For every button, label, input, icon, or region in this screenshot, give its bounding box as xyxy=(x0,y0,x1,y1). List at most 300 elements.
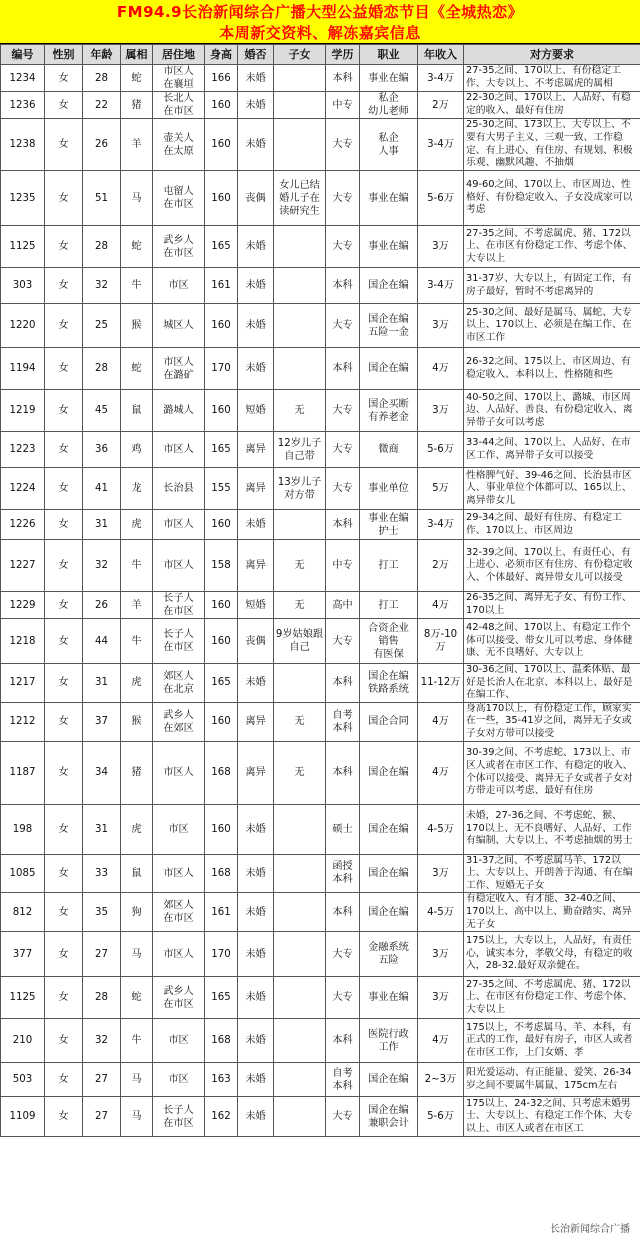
cell-age: 34 xyxy=(83,741,121,804)
cell-zodiac: 牛 xyxy=(121,268,153,304)
col-zodiac: 属相 xyxy=(121,45,153,65)
table-row xyxy=(1,619,640,664)
cell-gender: 女 xyxy=(45,854,83,893)
table-row xyxy=(1,804,640,854)
cell-height: 168 xyxy=(205,1019,238,1063)
cell-education: 本科 xyxy=(326,510,360,540)
cell-residence: 壶关人 在太原 xyxy=(153,119,205,171)
cell-gender: 女 xyxy=(45,702,83,741)
cell-occupation: 事业单位 xyxy=(360,468,418,510)
cell-education: 本科 xyxy=(326,1019,360,1063)
cell-education: 大专 xyxy=(326,171,360,226)
cell-education: 大专 xyxy=(326,390,360,432)
cell-marital: 未婚 xyxy=(238,348,274,390)
cell-id: 1238 xyxy=(1,119,45,171)
cell-age: 33 xyxy=(83,854,121,893)
cell-gender: 女 xyxy=(45,804,83,854)
col-id: 编号 xyxy=(1,45,45,65)
cell-zodiac: 虎 xyxy=(121,510,153,540)
cell-gender: 女 xyxy=(45,1063,83,1097)
cell-marital: 未婚 xyxy=(238,226,274,268)
cell-education: 大专 xyxy=(326,977,360,1019)
cell-residence: 长治县 xyxy=(153,468,205,510)
cell-income: 3-4万 xyxy=(418,119,464,171)
cell-requirements: 175以上，不考虑属马、羊、本科，有正式的工作，最好有房子，市区人或者在市区工作，上门女婿、孝 xyxy=(464,1019,640,1063)
cell-gender: 女 xyxy=(45,1097,83,1137)
cell-id: 1236 xyxy=(1,92,45,119)
cell-children: 无 xyxy=(274,540,326,592)
cell-occupation: 微商 xyxy=(360,432,418,468)
cell-requirements: 175以上、24-32之间、只考虑未婚男士、大专以上、有稳定工作个体、大专以上、市区人或者在市区工 xyxy=(464,1097,640,1137)
cell-height: 160 xyxy=(205,92,238,119)
cell-height: 161 xyxy=(205,268,238,304)
cell-children xyxy=(274,977,326,1019)
cell-residence: 长子人 在市区 xyxy=(153,592,205,619)
cell-gender: 女 xyxy=(45,468,83,510)
cell-residence: 市区人 在潞矿 xyxy=(153,348,205,390)
cell-occupation: 私企 人事 xyxy=(360,119,418,171)
cell-age: 28 xyxy=(83,65,121,92)
cell-occupation: 国企在编 xyxy=(360,741,418,804)
cell-age: 31 xyxy=(83,664,121,703)
col-requirements: 对方要求 xyxy=(464,45,640,65)
cell-education: 大专 xyxy=(326,932,360,977)
page-title: FM94.9长治新闻综合广播大型公益婚恋节目《全城热恋》 xyxy=(116,3,524,21)
cell-residence: 市区人 xyxy=(153,432,205,468)
cell-id: 1085 xyxy=(1,854,45,893)
cell-residence: 市区 xyxy=(153,1063,205,1097)
cell-children xyxy=(274,226,326,268)
cell-height: 165 xyxy=(205,432,238,468)
cell-requirements: 25-30之间、最好是属马、属蛇、大专以上、170以上、必须是在编工作、在市区工作 xyxy=(464,304,640,348)
cell-id: 1229 xyxy=(1,592,45,619)
cell-id: 1187 xyxy=(1,741,45,804)
cell-requirements: 31-37之间、不考虑属马羊、172以上、大专以上、开朗善于沟通、有在编工作、短婚无子女 xyxy=(464,854,640,893)
cell-children xyxy=(274,92,326,119)
cell-marital: 未婚 xyxy=(238,893,274,932)
cell-income: 3万 xyxy=(418,226,464,268)
cell-age: 28 xyxy=(83,977,121,1019)
cell-id: 1235 xyxy=(1,171,45,226)
cell-education: 中专 xyxy=(326,540,360,592)
cell-marital: 未婚 xyxy=(238,510,274,540)
cell-height: 163 xyxy=(205,1063,238,1097)
cell-income: 5万 xyxy=(418,468,464,510)
cell-id: 503 xyxy=(1,1063,45,1097)
cell-income: 4万 xyxy=(418,1019,464,1063)
cell-children: 无 xyxy=(274,390,326,432)
cell-children xyxy=(274,1063,326,1097)
cell-occupation: 事业在编 xyxy=(360,977,418,1019)
cell-id: 1125 xyxy=(1,977,45,1019)
cell-children: 13岁儿子对方带 xyxy=(274,468,326,510)
cell-zodiac: 鸡 xyxy=(121,432,153,468)
table-row xyxy=(1,893,640,932)
cell-id: 1223 xyxy=(1,432,45,468)
col-gender: 性别 xyxy=(45,45,83,65)
cell-zodiac: 羊 xyxy=(121,119,153,171)
cell-height: 160 xyxy=(205,119,238,171)
cell-id: 1227 xyxy=(1,540,45,592)
cell-residence: 郊区人 在北京 xyxy=(153,664,205,703)
cell-income: 3-4万 xyxy=(418,65,464,92)
cell-marital: 未婚 xyxy=(238,119,274,171)
cell-id: 1234 xyxy=(1,65,45,92)
cell-gender: 女 xyxy=(45,304,83,348)
cell-height: 168 xyxy=(205,741,238,804)
cell-income: 5-6万 xyxy=(418,1097,464,1137)
table-row xyxy=(1,1097,640,1137)
cell-requirements: 30-36之间、170以上、温柔体贴、最好是长治人在北京、本科以上、最好是在编工作、 xyxy=(464,664,640,703)
cell-marital: 短婚 xyxy=(238,592,274,619)
cell-income: 5-6万 xyxy=(418,171,464,226)
cell-residence: 长北人 在市区 xyxy=(153,92,205,119)
cell-height: 160 xyxy=(205,510,238,540)
cell-age: 37 xyxy=(83,702,121,741)
cell-occupation: 打工 xyxy=(360,540,418,592)
cell-id: 1220 xyxy=(1,304,45,348)
table-row xyxy=(1,92,640,119)
table-row xyxy=(1,1063,640,1097)
cell-id: 303 xyxy=(1,268,45,304)
cell-gender: 女 xyxy=(45,664,83,703)
cell-occupation: 国企在编 xyxy=(360,854,418,893)
cell-residence: 武乡人 在市区 xyxy=(153,226,205,268)
cell-id: 198 xyxy=(1,804,45,854)
cell-gender: 女 xyxy=(45,540,83,592)
cell-marital: 未婚 xyxy=(238,804,274,854)
table-row xyxy=(1,741,640,804)
cell-income: 2~3万 xyxy=(418,1063,464,1097)
cell-gender: 女 xyxy=(45,741,83,804)
col-education: 学历 xyxy=(326,45,360,65)
cell-age: 45 xyxy=(83,390,121,432)
cell-residence: 市区人 xyxy=(153,854,205,893)
cell-zodiac: 马 xyxy=(121,171,153,226)
cell-occupation: 医院行政 工作 xyxy=(360,1019,418,1063)
cell-zodiac: 猪 xyxy=(121,92,153,119)
cell-occupation: 国企买断 有养老金 xyxy=(360,390,418,432)
cell-height: 165 xyxy=(205,226,238,268)
table-row xyxy=(1,65,640,92)
header-banner xyxy=(0,0,640,44)
cell-occupation: 国企在编 xyxy=(360,1063,418,1097)
cell-children: 12岁儿子自己带 xyxy=(274,432,326,468)
cell-education: 大专 xyxy=(326,226,360,268)
cell-id: 1109 xyxy=(1,1097,45,1137)
cell-age: 28 xyxy=(83,226,121,268)
cell-age: 26 xyxy=(83,592,121,619)
cell-occupation: 国企在编 xyxy=(360,268,418,304)
cell-gender: 女 xyxy=(45,390,83,432)
cell-height: 161 xyxy=(205,893,238,932)
cell-occupation: 国企在编 兼职会计 xyxy=(360,1097,418,1137)
cell-id: 1212 xyxy=(1,702,45,741)
cell-occupation: 合资企业 销售 有医保 xyxy=(360,619,418,664)
cell-requirements: 49-60之间、170以上、市区周边、性格好、有份稳定收入、子女没成家可以考虑 xyxy=(464,171,640,226)
table-row xyxy=(1,592,640,619)
cell-gender: 女 xyxy=(45,977,83,1019)
cell-marital: 短婚 xyxy=(238,390,274,432)
col-income: 年收入 xyxy=(418,45,464,65)
cell-marital: 离异 xyxy=(238,468,274,510)
cell-children: 无 xyxy=(274,592,326,619)
cell-children xyxy=(274,304,326,348)
cell-education: 本科 xyxy=(326,65,360,92)
cell-residence: 长子人 在市区 xyxy=(153,619,205,664)
cell-height: 168 xyxy=(205,854,238,893)
col-residence: 居住地 xyxy=(153,45,205,65)
cell-marital: 丧偶 xyxy=(238,171,274,226)
cell-residence: 潞城人 xyxy=(153,390,205,432)
cell-residence: 市区 xyxy=(153,804,205,854)
cell-age: 32 xyxy=(83,268,121,304)
cell-occupation: 金融系统 五险 xyxy=(360,932,418,977)
table-row xyxy=(1,1019,640,1063)
table-row xyxy=(1,664,640,703)
cell-id: 1219 xyxy=(1,390,45,432)
cell-children xyxy=(274,65,326,92)
cell-children: 女儿已结婚儿子在读研究生 xyxy=(274,171,326,226)
cell-occupation: 事业在编 护士 xyxy=(360,510,418,540)
cell-income: 4-5万 xyxy=(418,893,464,932)
cell-residence: 市区 xyxy=(153,1019,205,1063)
col-marital: 婚否 xyxy=(238,45,274,65)
cell-age: 31 xyxy=(83,804,121,854)
cell-residence: 长子人 在市区 xyxy=(153,1097,205,1137)
cell-age: 31 xyxy=(83,510,121,540)
cell-children xyxy=(274,932,326,977)
cell-requirements: 27-35之间、170以上、有份稳定工作、大专以上、不考虑属虎的属相 xyxy=(464,65,640,92)
watermark: 长治新闻综合广播 xyxy=(546,1219,634,1236)
cell-height: 160 xyxy=(205,171,238,226)
cell-children xyxy=(274,854,326,893)
cell-marital: 离异 xyxy=(238,702,274,741)
cell-zodiac: 牛 xyxy=(121,540,153,592)
cell-height: 160 xyxy=(205,804,238,854)
table-row xyxy=(1,390,640,432)
cell-education: 本科 xyxy=(326,348,360,390)
cell-residence: 市区人 xyxy=(153,540,205,592)
cell-education: 大专 xyxy=(326,304,360,348)
cell-education: 本科 xyxy=(326,893,360,932)
cell-id: 210 xyxy=(1,1019,45,1063)
cell-residence: 武乡人 在市区 xyxy=(153,977,205,1019)
cell-marital: 未婚 xyxy=(238,268,274,304)
table-row xyxy=(1,268,640,304)
cell-zodiac: 羊 xyxy=(121,592,153,619)
cell-id: 812 xyxy=(1,893,45,932)
cell-children xyxy=(274,893,326,932)
cell-age: 32 xyxy=(83,540,121,592)
cell-requirements: 身高170以上，有份稳定工作，顾家实在一些，35-41岁之间，离异无子女或子女对方带可以接受 xyxy=(464,702,640,741)
cell-gender: 女 xyxy=(45,226,83,268)
cell-residence: 市区人 xyxy=(153,510,205,540)
cell-residence: 市区人 在襄垣 xyxy=(153,65,205,92)
cell-id: 1224 xyxy=(1,468,45,510)
cell-requirements: 29-34之间、最好有住房、有稳定工作、170以上、市区周边 xyxy=(464,510,640,540)
table-row xyxy=(1,468,640,510)
cell-gender: 女 xyxy=(45,932,83,977)
cell-education: 自考 本科 xyxy=(326,702,360,741)
cell-height: 155 xyxy=(205,468,238,510)
cell-income: 3万 xyxy=(418,932,464,977)
cell-education: 函授 本科 xyxy=(326,854,360,893)
table-row xyxy=(1,540,640,592)
cell-children xyxy=(274,119,326,171)
cell-age: 27 xyxy=(83,932,121,977)
cell-marital: 离异 xyxy=(238,741,274,804)
cell-marital: 未婚 xyxy=(238,977,274,1019)
table-row xyxy=(1,510,640,540)
table-row xyxy=(1,348,640,390)
cell-children xyxy=(274,268,326,304)
cell-age: 44 xyxy=(83,619,121,664)
cell-marital: 未婚 xyxy=(238,1019,274,1063)
cell-zodiac: 鼠 xyxy=(121,390,153,432)
cell-zodiac: 蛇 xyxy=(121,977,153,1019)
cell-children xyxy=(274,510,326,540)
cell-height: 170 xyxy=(205,932,238,977)
cell-education: 本科 xyxy=(326,741,360,804)
cell-occupation: 国企在编 xyxy=(360,804,418,854)
cell-marital: 未婚 xyxy=(238,92,274,119)
cell-marital: 未婚 xyxy=(238,65,274,92)
cell-zodiac: 牛 xyxy=(121,619,153,664)
cell-requirements: 33-44之间、170以上、人品好、在市区工作、离异带子女可以接受 xyxy=(464,432,640,468)
cell-gender: 女 xyxy=(45,619,83,664)
cell-height: 170 xyxy=(205,348,238,390)
cell-marital: 未婚 xyxy=(238,304,274,348)
cell-marital: 未婚 xyxy=(238,1063,274,1097)
cell-education: 大专 xyxy=(326,119,360,171)
cell-id: 1226 xyxy=(1,510,45,540)
cell-gender: 女 xyxy=(45,65,83,92)
table-row xyxy=(1,304,640,348)
cell-zodiac: 马 xyxy=(121,1097,153,1137)
cell-zodiac: 蛇 xyxy=(121,226,153,268)
cell-income: 3-4万 xyxy=(418,268,464,304)
cell-gender: 女 xyxy=(45,171,83,226)
cell-occupation: 事业在编 xyxy=(360,65,418,92)
cell-income: 4万 xyxy=(418,741,464,804)
cell-education: 硕士 xyxy=(326,804,360,854)
cell-gender: 女 xyxy=(45,119,83,171)
cell-requirements: 31-37岁、大专以上，有固定工作，有房子最好，暂时不考虑离异的 xyxy=(464,268,640,304)
cell-children xyxy=(274,1097,326,1137)
cell-income: 2万 xyxy=(418,92,464,119)
cell-income: 4万 xyxy=(418,702,464,741)
cell-income: 5-6万 xyxy=(418,432,464,468)
cell-children xyxy=(274,348,326,390)
table-row xyxy=(1,702,640,741)
cell-requirements: 有稳定收入、有才能、32-40之间、170以上、高中以上、勤奋踏实、离异无子女 xyxy=(464,893,640,932)
cell-zodiac: 龙 xyxy=(121,468,153,510)
cell-occupation: 国企在编 xyxy=(360,893,418,932)
table-row xyxy=(1,171,640,226)
cell-height: 165 xyxy=(205,977,238,1019)
cell-income: 8万-10万 xyxy=(418,619,464,664)
cell-marital: 离异 xyxy=(238,540,274,592)
cell-gender: 女 xyxy=(45,268,83,304)
cell-height: 158 xyxy=(205,540,238,592)
col-height: 身高 xyxy=(205,45,238,65)
cell-gender: 女 xyxy=(45,893,83,932)
cell-zodiac: 蛇 xyxy=(121,65,153,92)
cell-marital: 丧偶 xyxy=(238,619,274,664)
cell-marital: 离异 xyxy=(238,432,274,468)
cell-age: 41 xyxy=(83,468,121,510)
cell-requirements: 40-50之间、170以上、潞城、市区周边、人品好、善良、有份稳定收入、离异带子女可以考虑 xyxy=(464,390,640,432)
cell-requirements: 未婚，27-36之间、不考虑蛇、猴、170以上、无不良嗜好、人品好、工作有编制、大专以上、不考虑抽烟的男士 xyxy=(464,804,640,854)
cell-zodiac: 狗 xyxy=(121,893,153,932)
cell-height: 162 xyxy=(205,1097,238,1137)
cell-age: 32 xyxy=(83,1019,121,1063)
cell-children: 9岁姑娘跟自己 xyxy=(274,619,326,664)
cell-requirements: 26-32之间、175以上、市区周边、有稳定收入、本科以上、性格随和些 xyxy=(464,348,640,390)
cell-education: 大专 xyxy=(326,468,360,510)
cell-height: 160 xyxy=(205,619,238,664)
cell-requirements: 27-35之间、不考虑属虎、猪、172以上、在市区有份稳定工作、考虑个体、大专以上 xyxy=(464,226,640,268)
col-occupation: 职业 xyxy=(360,45,418,65)
cell-education: 本科 xyxy=(326,268,360,304)
cell-height: 166 xyxy=(205,65,238,92)
cell-education: 高中 xyxy=(326,592,360,619)
cell-education: 大专 xyxy=(326,619,360,664)
cell-requirements: 性格脾气好、39-46之间、长治县市区人、事业单位个体都可以、165以上、离异带女儿 xyxy=(464,468,640,510)
cell-income: 4-5万 xyxy=(418,804,464,854)
cell-age: 25 xyxy=(83,304,121,348)
cell-zodiac: 虎 xyxy=(121,664,153,703)
cell-zodiac: 猪 xyxy=(121,741,153,804)
table-row xyxy=(1,226,640,268)
cell-gender: 女 xyxy=(45,592,83,619)
cell-requirements: 42-48之间、170以上、有稳定工作个体可以接受、带女儿可以考虑、身体健康、无不良嗜好、大专以上 xyxy=(464,619,640,664)
cell-income: 3万 xyxy=(418,977,464,1019)
cell-education: 大专 xyxy=(326,1097,360,1137)
cell-age: 35 xyxy=(83,893,121,932)
cell-income: 4万 xyxy=(418,592,464,619)
header-row xyxy=(1,45,640,65)
table-row xyxy=(1,932,640,977)
cell-residence: 武乡人 在郊区 xyxy=(153,702,205,741)
cell-height: 160 xyxy=(205,304,238,348)
cell-id: 377 xyxy=(1,932,45,977)
cell-zodiac: 马 xyxy=(121,1063,153,1097)
cell-children: 无 xyxy=(274,702,326,741)
table-row xyxy=(1,119,640,171)
cell-income: 3万 xyxy=(418,854,464,893)
cell-children xyxy=(274,664,326,703)
cell-gender: 女 xyxy=(45,1019,83,1063)
table-row xyxy=(1,854,640,893)
cell-residence: 市区人 xyxy=(153,741,205,804)
cell-residence: 市区人 xyxy=(153,932,205,977)
cell-zodiac: 马 xyxy=(121,932,153,977)
table-row xyxy=(1,977,640,1019)
cell-children xyxy=(274,1019,326,1063)
cell-age: 27 xyxy=(83,1097,121,1137)
cell-occupation: 打工 xyxy=(360,592,418,619)
cell-height: 160 xyxy=(205,390,238,432)
cell-education: 自考 本科 xyxy=(326,1063,360,1097)
cell-education: 本科 xyxy=(326,664,360,703)
cell-children: 无 xyxy=(274,741,326,804)
cell-income: 2万 xyxy=(418,540,464,592)
cell-income: 3万 xyxy=(418,304,464,348)
cell-education: 中专 xyxy=(326,92,360,119)
cell-age: 36 xyxy=(83,432,121,468)
